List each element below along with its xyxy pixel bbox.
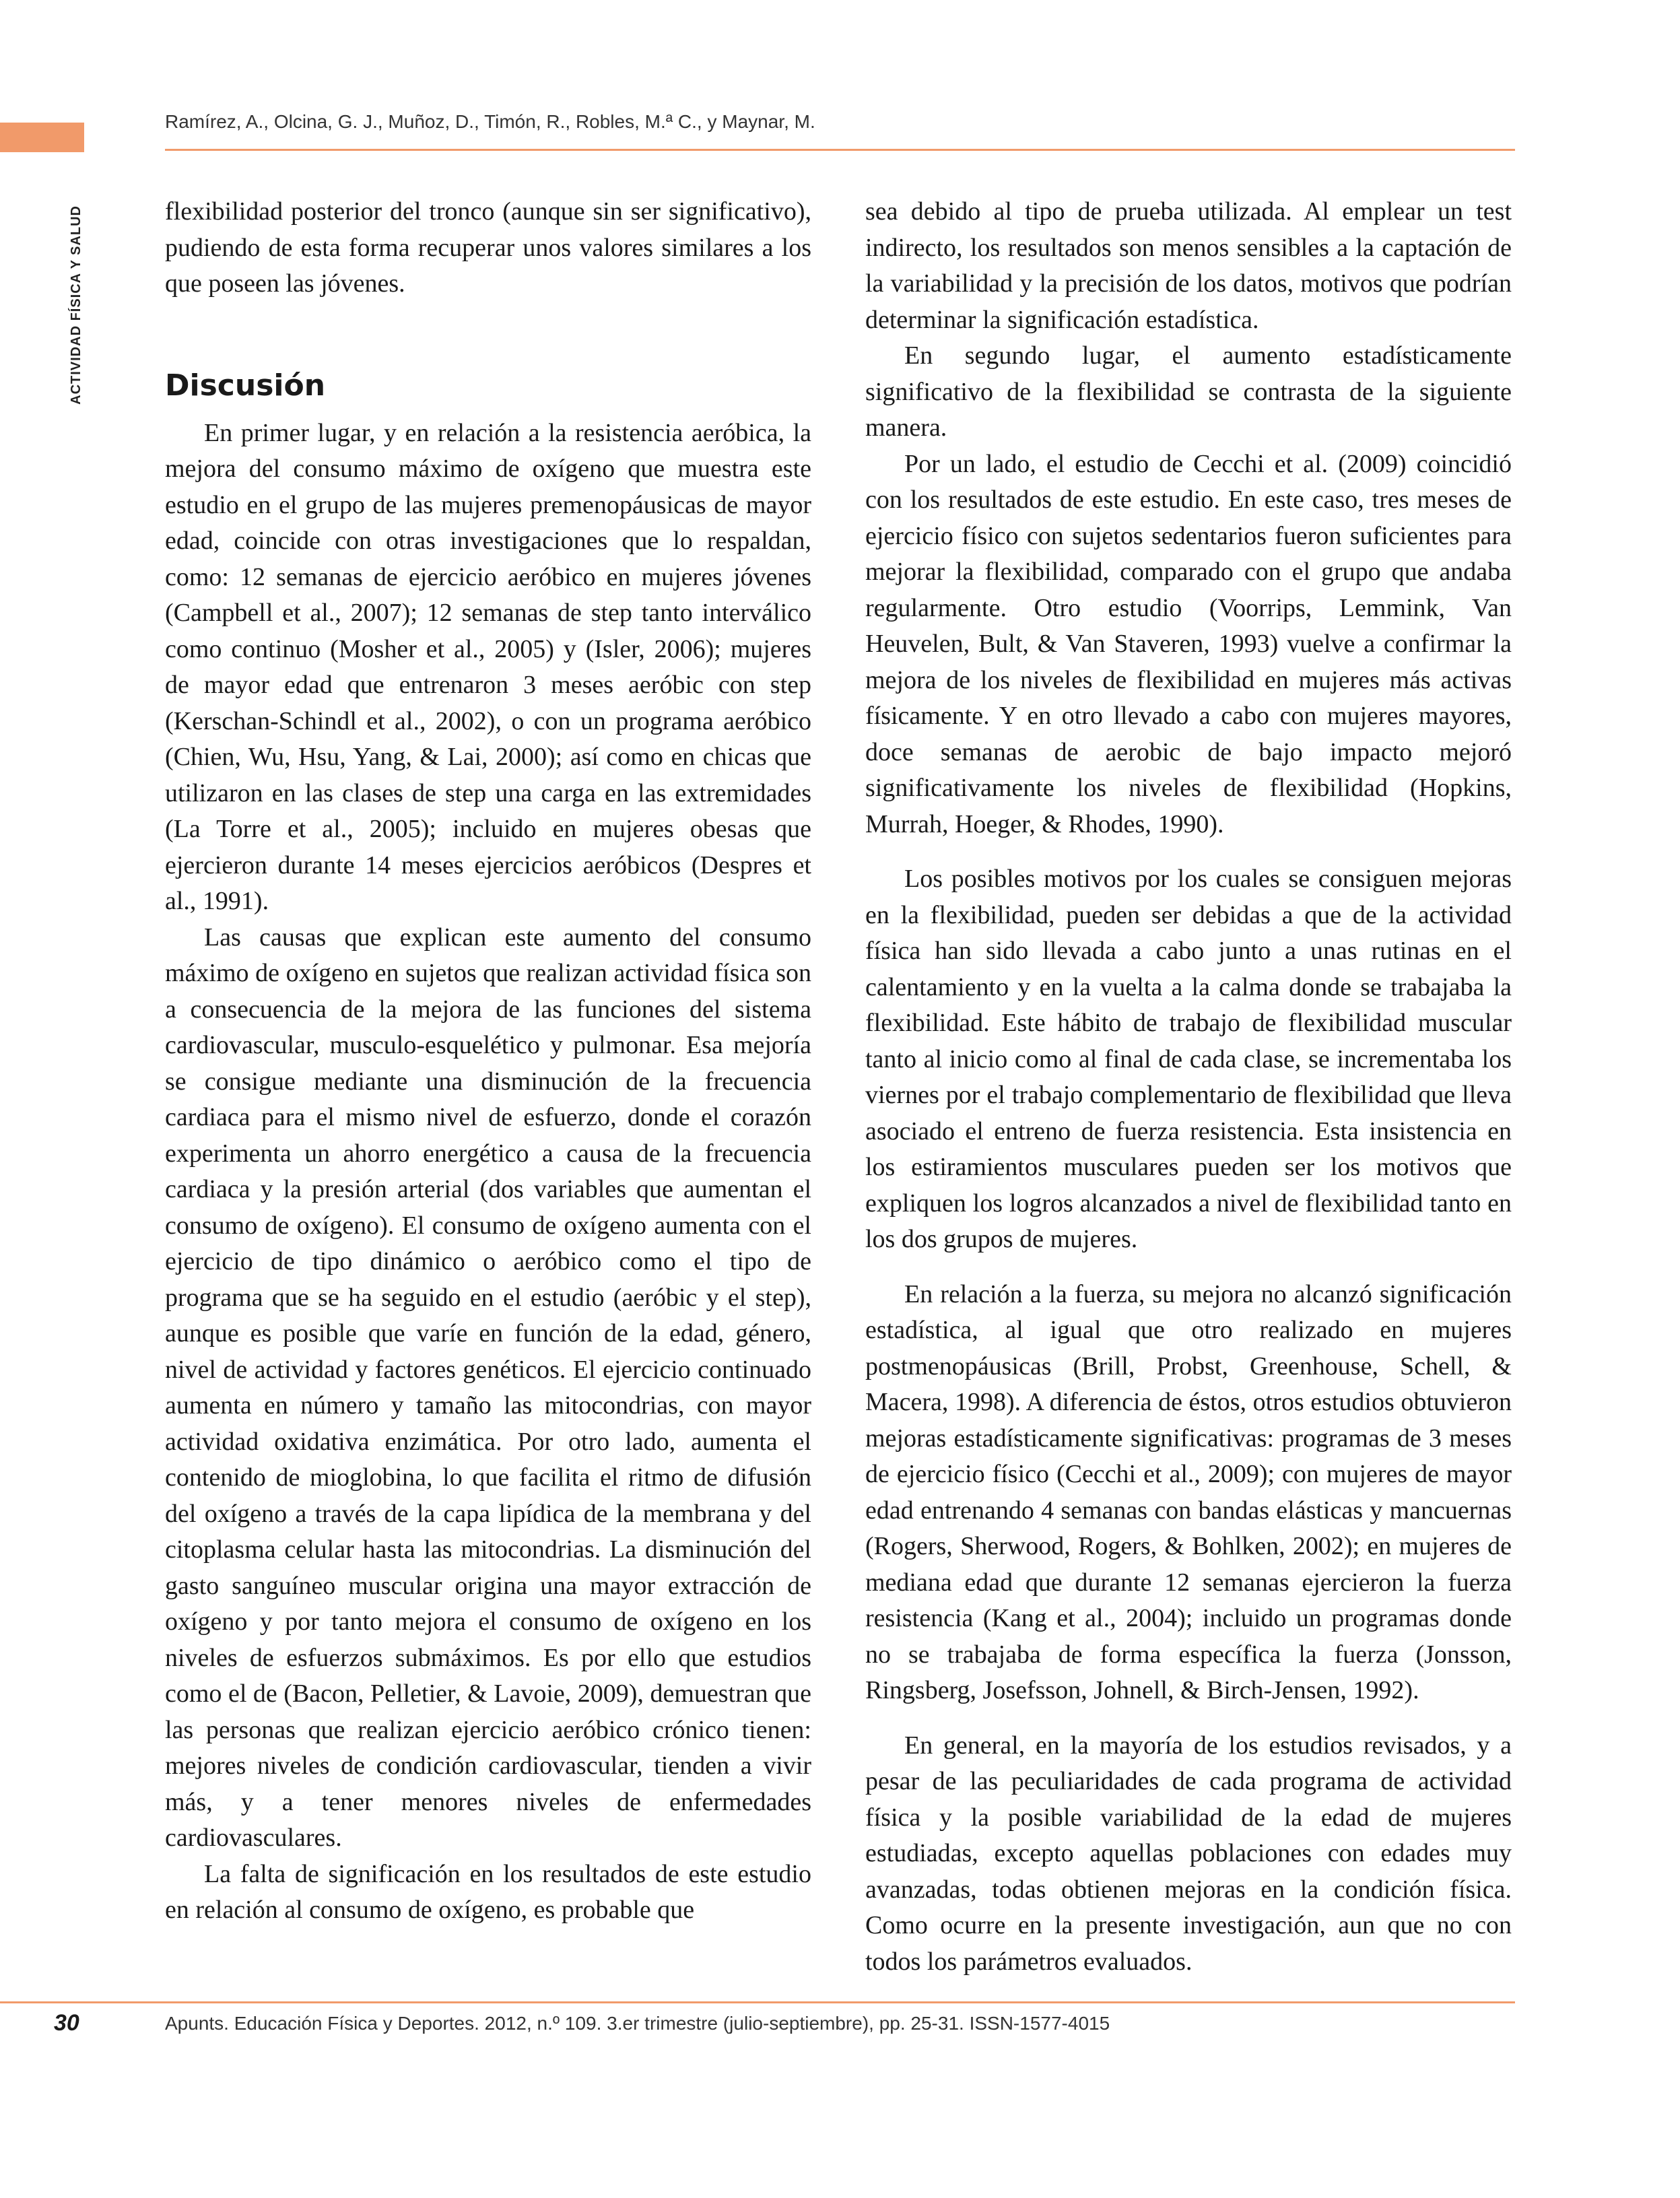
- section-heading: Discusión: [165, 368, 326, 403]
- left-column: [165, 194, 811, 1929]
- running-header-authors: Ramírez, A., Olcina, G. J., Muñoz, D., Timón, R., Robles, M.ª C., y Maynar, M.: [165, 111, 815, 132]
- paragraph: Los posibles motivos por los cuales se consiguen mejoras en la flexibilidad, pueden ser debidas a que de la actividad física han sido llevada a cabo junto a unas rutinas en el calentamiento y en la vuelta a la calma donde se trabajaba la flexibilidad. Este hábito de trabajo de flexibilidad muscular tanto al inicio como al final de cada clase, se incrementaba los viernes por el trabajo complementario de flexibilidad que lleva asociado el entreno de fuerza resistencia. Esta insistencia en los estiramientos musculares pueden ser los motivos que expliquen los logros alcanzados a nivel de flexibilidad tanto en los dos grupos de mujeres.: [865, 865, 1512, 1253]
- header-accent-tab: [0, 123, 84, 152]
- paragraph: En relación a la fuerza, su mejora no alcanzó significación estadística, al igual que otro realizado en mujeres postmenopáusicas (Brill, Probst, Greenhouse, Schell, & Macera, 1998). A diferencia de éstos, otros estudios obtuvieron mejoras estadísticamente significativas: programas de 3 meses de ejercicio físico (Cecchi et al., 2009); con mujeres de mayor edad entrenando 4 semanas con bandas elásticas y mancuernas (Rogers, Sherwood, Rogers, & Bohlken, 2002); en mujeres de mediana edad que durante 12 semanas ejercieron la fuerza resistencia (Kang et al., 2004); incluido un programas donde no se trabajaba de forma específica la fuerza (Jonsson, Ringsberg, Josefsson, Johnell, & Birch-Jensen, 1992).: [865, 1279, 1512, 1704]
- section-side-label: ACTIVIDAD FÍSICA Y SALUD: [69, 205, 83, 405]
- paragraph: La falta de significación en los resultados de este estudio en relación al consumo de oxígeno, es probable que: [165, 1859, 811, 1924]
- footer-rule: [0, 2001, 1515, 2003]
- paragraph: En general, en la mayoría de los estudios revisados, y a pesar de las peculiaridades de cada programa de actividad física y la posible variabilidad de la edad de mujeres estudiadas, excepto aquellas poblaciones con edades muy avanzadas, todas obtienen mejoras en la condición física. Como ocurre en la presente investigación, aun que no con todos los parámetros evaluados.: [865, 1731, 1512, 1976]
- journal-citation: Apunts. Educación Física y Deportes. 2012, n.º 109. 3.er trimestre (julio-septiembre), pp. 25-31. ISSN-1577-4015: [165, 2013, 1110, 2034]
- right-column: [865, 194, 1512, 1980]
- paragraph: En primer lugar, y en relación a la resistencia aeróbica, la mejora del consumo máximo de oxígeno que muestra este estudio en el grupo de las mujeres premenopáusicas de mayor edad, coincide con otras investigaciones que lo respaldan, como: 12 semanas de ejercicio aeróbico en mujeres jóvenes (Campbell et al., 2007); 12 semanas de step tanto interválico como continuo (Mosher et al., 2005) y (Isler, 2006); mujeres de mayor edad que entrenaron 3 meses aeróbic con step (Kerschan-Schindl et al., 2002), o con un programa aeróbico (Chien, Wu, Hsu, Yang, & Lai, 2000); así como en chicas que utilizaron en las clases de step una carga en las extremidades (La Torre et al., 2005); incluido en mujeres obesas que ejercieron durante 14 meses ejercicios aeróbicos (Despres et al., 1991).: [165, 418, 811, 915]
- paragraph: Por un lado, el estudio de Cecchi et al. (2009) coincidió con los resultados de este estudio. En este caso, tres meses de ejercicio físico con sujetos sedentarios fueron suficientes para mejorar la flexibilidad, comparado con el grupo que andaba regularmente. Otro estudio (Voorrips, Lemmink, Van Heuvelen, Bult, & Van Staveren, 1993) vuelve a confirmar la mejora de los niveles de flexibilidad en mujeres más activas físicamente. Y en otro llevado a cabo con mujeres mayores, doce semanas de aerobic de bajo impacto mejoró significativamente los niveles de flexibilidad (Hopkins, Murrah, Hoeger, & Rhodes, 1990).: [865, 449, 1512, 838]
- header-rule: [165, 149, 1515, 151]
- page-number: 30: [54, 2010, 79, 2036]
- left-intro-paragraph: flexibilidad posterior del tronco (aunque sin ser significativo), pudiendo de esta forma recuperar unos valores similares a los que poseen las jóvenes.: [165, 197, 811, 298]
- right-intro-paragraph: sea debido al tipo de prueba utilizada. Al emplear un test indirecto, los resultados son menos sensibles a la captación de la variabilidad y la precisión de los datos, motivos que podrían determinar la significación estadística.: [865, 197, 1512, 334]
- paragraph: En segundo lugar, el aumento estadísticamente significativo de la flexibilidad se contrasta de la siguiente manera.: [865, 341, 1512, 442]
- paragraph: Las causas que explican este aumento del consumo máximo de oxígeno en sujetos que realizan actividad física son a consecuencia de la mejora de las funciones del sistema cardiovascular, musculo-esquelético y pulmonar. Esa mejoría se consigue mediante una disminución de la frecuencia cardiaca para el mismo nivel de esfuerzo, donde el corazón experimenta un ahorro energético a causa de la frecuencia cardiaca y la presión arterial (dos variables que aumentan el consumo de oxígeno). El consumo de oxígeno aumenta con el ejercicio de tipo dinámico o aeróbico como el tipo de programa que se ha seguido en el estudio (aeróbic y el step), aunque es posible que varíe en función de la edad, género, nivel de actividad y factores genéticos. El ejercicio continuado aumenta en número y tamaño las mitocondrias, con mayor actividad oxidativa enzimática. Por otro lado, aumenta el contenido de mioglobina, lo que facilita el ritmo de difusión del oxígeno a través de la capa lipídica de la membrana y del citoplasma celular hasta las mitocondrias. La disminución del gasto sanguíneo muscular origina una mayor extracción de oxígeno y por tanto mejora el consumo de oxígeno en los niveles de esfuerzos submáximos. Es por ello que estudios como el de (Bacon, Pelletier, & Lavoie, 2009), demuestran que las personas que realizan ejercicio aeróbico crónico tienen: mejores niveles de condición cardiovascular, tienden a vivir más, y a tener menores niveles de enfermedades cardiovasculares.: [165, 923, 811, 1852]
